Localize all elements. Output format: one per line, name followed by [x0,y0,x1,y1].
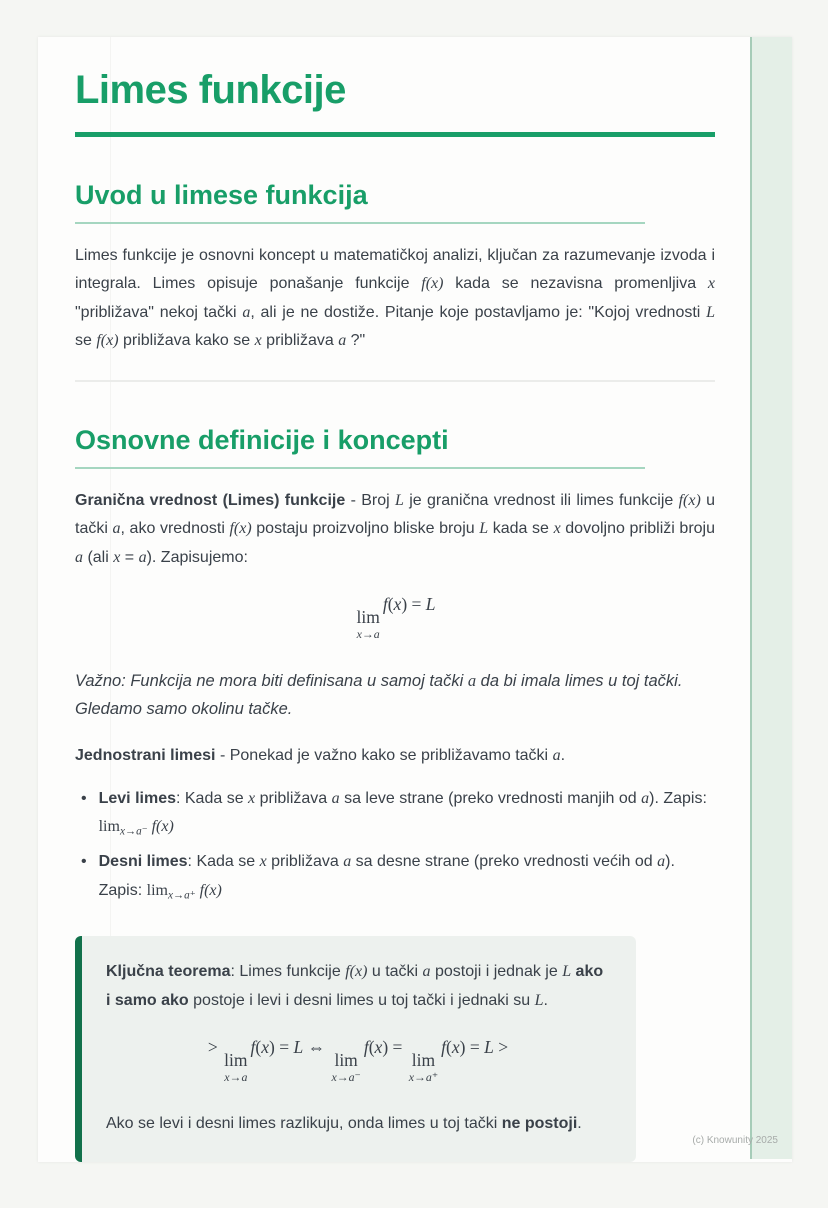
page-content [38,37,792,1162]
page-title: Limes funkcije [75,68,346,112]
document-page [38,37,792,1162]
theorem-paragraph: Ključna teorema: Limes funkcije f(x) u tački a postoji i jednak je L ako i samo ako postoje i levi i desni limes u toj tački i jednaki su L. [106,963,604,1009]
title-rule [75,132,715,137]
bullet-icon: • [81,853,87,871]
key-theorem-callout [75,936,636,1162]
limit-definition-formula: lim x→a f(x) = L [356,593,436,641]
vazno-note: Važno: Funkcija ne mora biti definisana u samoj tački a da bi imala limes u toj tački. Gledamo samo okolinu tačke. [75,670,683,719]
section-heading-intro: Uvod u limese funkcija [75,180,368,211]
list-item-text: Desni limes: Kada se x približava a sa desne strane (preko vrednosti većih od a). Zapis: $\lim_{x\to a^+} f(x)$ [98,853,675,902]
section-heading-definitions: Osnovne definicije i koncepti [75,424,449,455]
copyright-credit: (c) Knowunity 2025 [692,1135,778,1147]
jednostrani-limesi-paragraph: Jednostrani limesi - Ponekad je važno kako se približavamo tački a. [75,747,566,765]
theorem-formula: > lim x→a f(x) = L ⇔ lim x→a⁻ f(x) = lim x→a⁺ f(x) = L > [207,1037,509,1084]
bullet-icon: • [81,789,87,807]
granicna-vrednost-paragraph: Granična vrednost (Limes) funkcije - Broj L je granična vrednost ili limes funkcije f(x) u tački a, ako vrednosti f(x) postaju proizvoljno bliske broju L kada se x dovoljno približi broju a (ali x = a). Zapisujemo: [75,491,716,566]
one-sided-limits-list [75,785,715,907]
intro-paragraph: Limes funkcije je osnovni koncept u matematičkoj analizi, ključan za razumevanje izvoda i integrala. Limes opisuje ponašanje funkcije f(x) kada se nezavisna promenljiva x "približava" nekoj tački a, ali je ne dostiže. Pitanje koje postavljamo je: "Kojoj vrednosti L se f(x) približava kako se x približava a ?" [75,246,715,350]
list-item-text: Levi limes: Kada se x približava a sa leve strane (preko vrednosti manjih od a). Zapis: $\lim_{x\to a^-} f(x)$ [98,789,707,838]
section-divider [75,380,715,382]
section-underline-definitions [75,467,645,469]
theorem-closing-paragraph: Ako se levi i desni limes razlikuju, onda limes u toj tački ne postoji. [106,1114,582,1132]
section-underline-intro [75,222,645,224]
list-item-levi-limes [81,785,715,843]
list-item-desni-limes [81,848,715,906]
